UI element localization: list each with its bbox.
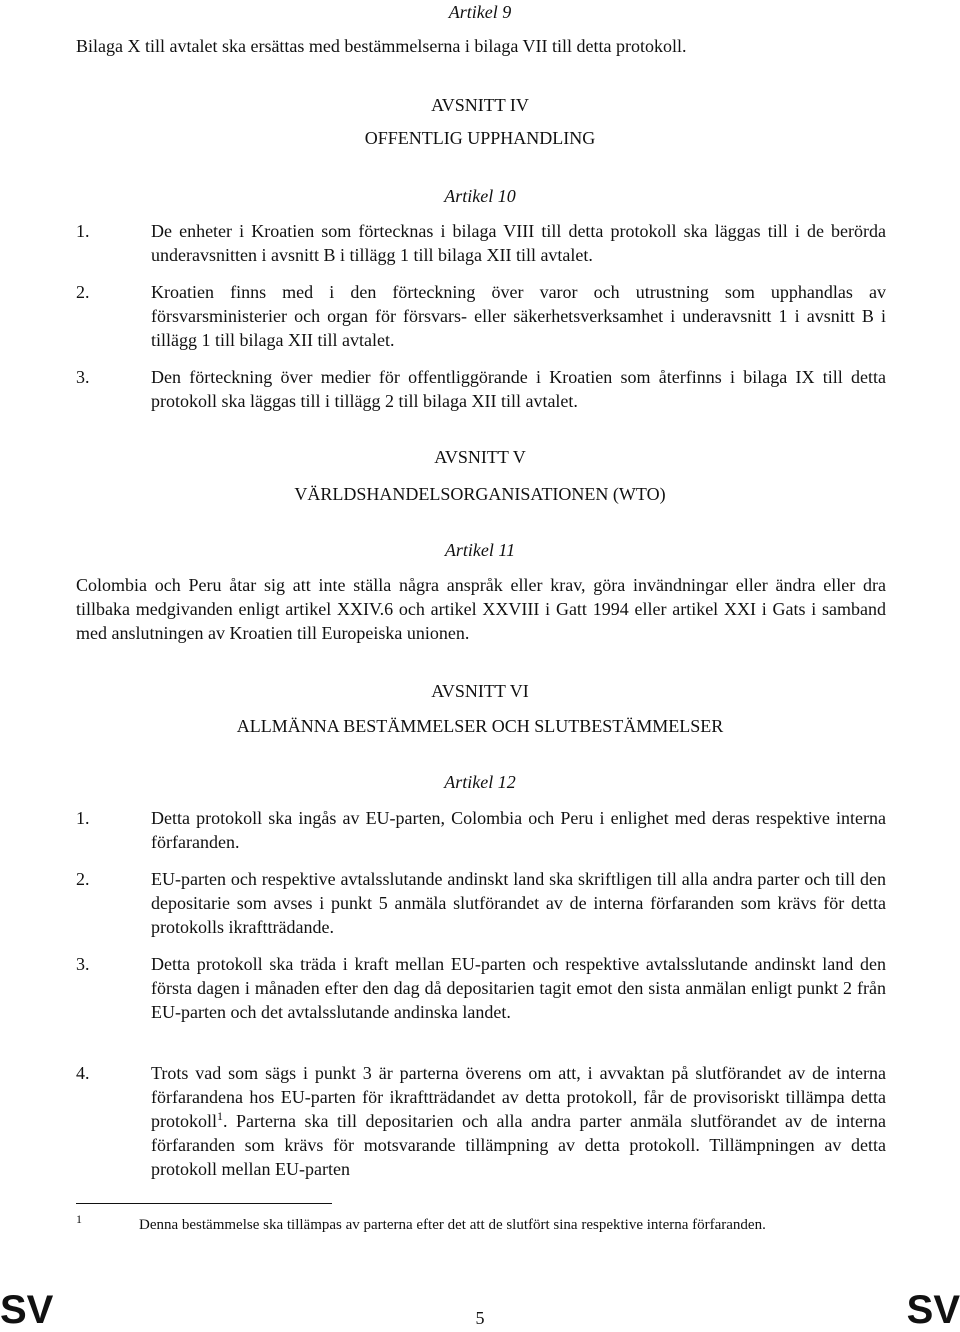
footnote-number: 1 (76, 1212, 82, 1226)
article-11-text: Colombia och Peru åtar sig att inte ställa några anspråk eller krav, göra invändningar eller ändra eller dra tillbaka medgivanden enligt artikel XXIV.6 och artikel XXVIII i Gatt 1994 eller artikel XXI i Gats i samband med anslutningen av Kroatien till Europeiska unionen. (76, 575, 886, 643)
item-text: De enheter i Kroatien som förtecknas i bilaga VIII till detta protokoll ska läggas till i de berörda underavsnitten i avsnitt B i tillägg 1 till bilaga XII till avtalet. (151, 221, 886, 265)
article-11-heading: Artikel 11 (444, 540, 516, 560)
item-text-before: Trots vad som sägs i punkt 3 är parterna överens om att, i avvaktan på slutförandet av de interna förfarandena hos EU-parten för ikraftträdandet av detta protokoll, får de provisoriskt tillämpa detta protokoll (151, 1063, 886, 1131)
section-4-title: AVSNITT IV (431, 95, 529, 115)
item-text: Den förteckning över medier för offentliggörande i Kroatien som återfinns i bilaga IX till detta protokoll ska läggas till i tillägg 2 till bilaga XII till avtalet. (151, 367, 886, 411)
language-code-right: SV (906, 1288, 960, 1332)
page-number: 5 (475, 1308, 485, 1328)
item-number: 4. (76, 1063, 90, 1083)
article-10-heading: Artikel 10 (444, 186, 516, 206)
section-6-subtitle: ALLMÄNNA BESTÄMMELSER OCH SLUTBESTÄMMELSER (236, 716, 724, 736)
footnote-text: Denna bestämmelse ska tillämpas av parterna efter det att de slutfört sina respektive interna förfaranden. (139, 1217, 766, 1233)
item-text: Detta protokoll ska träda i kraft mellan EU-parten och respektive avtalsslutande andinskt land den första dagen i månaden efter den dag då depositarien tagit emot den sista anmälan enligt punkt 2 från EU-parten och det avtalsslutande andinska landet. (151, 954, 886, 1022)
article-9-text: Bilaga X till avtalet ska ersättas med bestämmelserna i bilaga VII till detta protokoll. (76, 36, 687, 56)
footnote-reference[interactable]: 1 (217, 1109, 223, 1123)
item-text-after: . Parterna ska till depositarien och alla andra parter anmäla slutförandet av de interna förfaranden som krävs för motsvarande tillämpning av detta protokoll. Tillämpningen av detta protokoll mellan EU-parten (151, 1111, 886, 1179)
item-number: 2. (76, 869, 90, 889)
item-number: 3. (76, 954, 90, 974)
item-number: 3. (76, 367, 90, 387)
article-9-heading: Artikel 9 (448, 2, 512, 22)
footnote-divider (76, 1203, 332, 1204)
section-6-title: AVSNITT VI (431, 681, 529, 701)
item-text: Detta protokoll ska ingås av EU-parten, Colombia och Peru i enlighet med deras respektive interna förfaranden. (151, 808, 886, 852)
section-4-subtitle: OFFENTLIG UPPHANDLING (364, 128, 596, 148)
language-code-left: SV (0, 1288, 54, 1332)
item-number: 2. (76, 282, 90, 302)
section-5-title: AVSNITT V (434, 447, 526, 467)
item-text (151, 1061, 886, 1181)
item-text: Kroatien finns med i den förteckning över varor och utrustning som upphandlas av försvarsministerier och organ för försvars- eller säkerhetsverksamhet i underavsnitt 1 i avsnitt B i tillägg 1 till bilaga XII till avtalet. (151, 282, 886, 350)
item-number: 1. (76, 808, 90, 828)
item-number: 1. (76, 221, 90, 241)
section-5-subtitle: VÄRLDSHANDELSORGANISATIONEN (WTO) (294, 484, 666, 504)
article-12-heading: Artikel 12 (444, 772, 516, 792)
item-text: EU-parten och respektive avtalsslutande andinskt land ska skriftligen till alla andra parter och till den depositarie som avses i punkt 5 anmäla slutförandet av de interna förfaranden som krävs för detta protokolls ikraftträdande. (151, 869, 886, 937)
